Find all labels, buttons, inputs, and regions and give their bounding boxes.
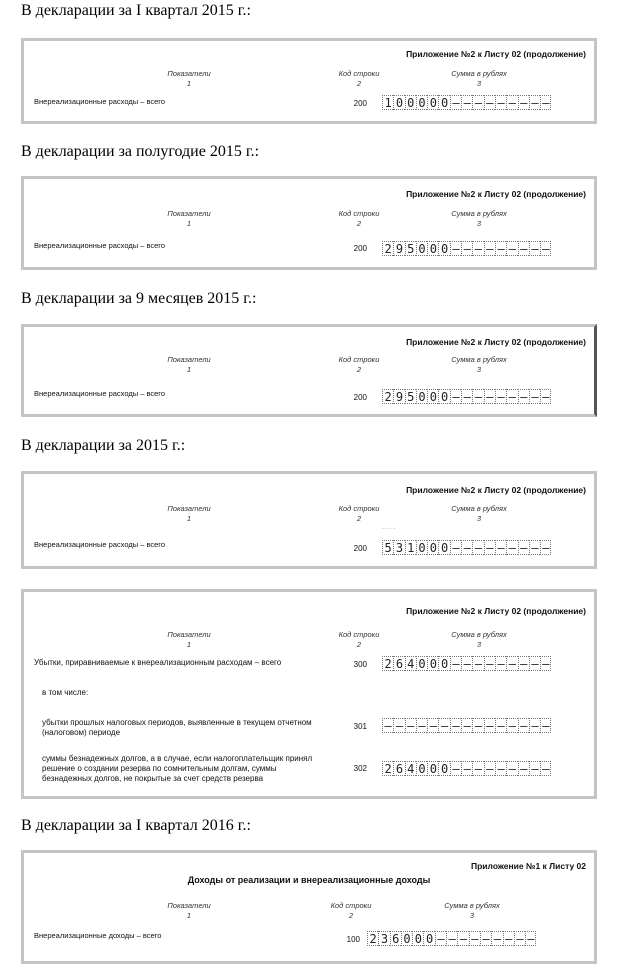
form-block-losses-2015 bbox=[21, 589, 597, 799]
amount-cell: – bbox=[472, 656, 483, 671]
amount-cell: 2 bbox=[382, 389, 393, 404]
form-subtitle: Доходы от реализации и внереализационные доходы bbox=[187, 875, 431, 885]
amount-cell: – bbox=[540, 540, 551, 555]
row-label-expenses: Внереализационные расходы – всего bbox=[34, 241, 166, 250]
amount-cell: 0 bbox=[416, 656, 427, 671]
amount-cell: 2 bbox=[382, 241, 393, 256]
amount-cell: – bbox=[506, 241, 517, 256]
amount-cell: 5 bbox=[382, 540, 393, 555]
amount-cell: 0 bbox=[438, 761, 449, 776]
column-header-line-code: Код строки 2 bbox=[338, 630, 380, 649]
amount-cell: – bbox=[529, 718, 540, 733]
amount-cell: – bbox=[469, 931, 480, 946]
line-code: 200 bbox=[353, 544, 367, 553]
amount-cells bbox=[382, 95, 551, 110]
amount-cell: – bbox=[506, 389, 517, 404]
amount-cell: – bbox=[416, 718, 427, 733]
amount-cell: – bbox=[461, 761, 472, 776]
column-header-line-code: Код строки 2 bbox=[330, 901, 372, 920]
amount-cell: – bbox=[506, 761, 517, 776]
amount-cell: 6 bbox=[390, 931, 401, 946]
amount-cell: – bbox=[506, 540, 517, 555]
amount-cell: – bbox=[529, 656, 540, 671]
amount-cell: – bbox=[484, 718, 495, 733]
amount-cell: – bbox=[518, 389, 529, 404]
amount-cell: 0 bbox=[416, 540, 427, 555]
amount-cell: 3 bbox=[378, 931, 389, 946]
line-code: 100 bbox=[346, 935, 360, 944]
heading-h1-2015: В декларации за полугодие 2015 г.: bbox=[21, 143, 260, 160]
amount-cells bbox=[382, 241, 551, 256]
form-block-9m-2015 bbox=[21, 324, 597, 417]
amount-cell: – bbox=[472, 540, 483, 555]
amount-cell: – bbox=[461, 241, 472, 256]
amount-cell: – bbox=[450, 718, 461, 733]
line-code-301: 301 bbox=[353, 722, 367, 731]
heading-q1-2015: В декларации за I квартал 2015 г.: bbox=[21, 2, 251, 19]
amount-cell: 0 bbox=[427, 761, 438, 776]
amount-cell: – bbox=[495, 761, 506, 776]
amount-cells bbox=[367, 931, 536, 946]
amount-cell: – bbox=[480, 931, 491, 946]
amount-cell: – bbox=[382, 718, 393, 733]
column-header-line-code: Код строки 2 bbox=[338, 209, 380, 228]
heading-2015: В декларации за 2015 г.: bbox=[21, 437, 186, 454]
amount-cell: 0 bbox=[438, 540, 449, 555]
amount-cell: 1 bbox=[405, 540, 416, 555]
amount-cell: – bbox=[529, 241, 540, 256]
amount-cell: 0 bbox=[438, 241, 449, 256]
column-header-indicators: Показатели 1 bbox=[167, 69, 211, 88]
amount-cell: – bbox=[518, 95, 529, 110]
amount-cell: 0 bbox=[412, 931, 423, 946]
amount-cell: 0 bbox=[416, 761, 427, 776]
amount-cell: 6 bbox=[393, 656, 404, 671]
heading-q1-2016: В декларации за I квартал 2016 г.: bbox=[21, 817, 251, 834]
column-header-amount: Сумма в рублях 3 bbox=[451, 209, 507, 228]
amount-cell: – bbox=[518, 718, 529, 733]
amount-cell: – bbox=[405, 718, 416, 733]
amount-cell: 0 bbox=[427, 656, 438, 671]
column-header-line-code: Код строки 2 bbox=[338, 355, 380, 374]
amount-cell: – bbox=[495, 718, 506, 733]
amount-cell: 0 bbox=[438, 95, 449, 110]
appendix-label: Приложение №2 к Листу 02 (продолжение) bbox=[406, 485, 586, 495]
amount-cells-301 bbox=[382, 718, 551, 733]
column-header-indicators: Показатели 1 bbox=[167, 355, 211, 374]
column-header-indicators: Показатели 1 bbox=[167, 504, 211, 523]
amount-cell: 5 bbox=[405, 241, 416, 256]
amount-cell: – bbox=[450, 656, 461, 671]
amount-cell: – bbox=[484, 656, 495, 671]
column-header-indicators: Показатели 1 bbox=[167, 901, 211, 920]
amount-cell: 0 bbox=[416, 389, 427, 404]
amount-cell: 0 bbox=[416, 241, 427, 256]
amount-cell: – bbox=[540, 656, 551, 671]
amount-cell: 0 bbox=[438, 389, 449, 404]
row-label-income: Внереализационные доходы – всего bbox=[34, 931, 162, 940]
amount-cell: 2 bbox=[382, 656, 393, 671]
amount-cell: 0 bbox=[427, 540, 438, 555]
form-block-q1-2015 bbox=[21, 38, 597, 124]
amount-cell: – bbox=[472, 95, 483, 110]
line-code: 200 bbox=[353, 99, 367, 108]
amount-cell: – bbox=[506, 95, 517, 110]
amount-cell: – bbox=[393, 718, 404, 733]
amount-cell: 0 bbox=[405, 95, 416, 110]
amount-cell: – bbox=[540, 95, 551, 110]
form-block-h1-2015 bbox=[21, 176, 597, 270]
amount-cells-300 bbox=[382, 656, 551, 671]
amount-cell: – bbox=[529, 540, 540, 555]
amount-cells bbox=[382, 389, 551, 404]
amount-cell: 3 bbox=[393, 540, 404, 555]
amount-cell: – bbox=[518, 761, 529, 776]
line-code-302: 302 bbox=[353, 764, 367, 773]
amount-cell: – bbox=[518, 241, 529, 256]
amount-cell: 0 bbox=[427, 241, 438, 256]
amount-cell: – bbox=[450, 389, 461, 404]
amount-cell: 2 bbox=[367, 931, 378, 946]
amount-cell: – bbox=[438, 718, 449, 733]
row-label-including: в том числе: bbox=[42, 688, 89, 697]
amount-cell: – bbox=[495, 95, 506, 110]
amount-cell: – bbox=[495, 540, 506, 555]
amount-cell: – bbox=[457, 931, 468, 946]
column-header-line-code: Код строки 2 bbox=[338, 504, 380, 523]
amount-cell: – bbox=[461, 95, 472, 110]
amount-cell: 0 bbox=[416, 95, 427, 110]
amount-cell: – bbox=[529, 389, 540, 404]
column-header-amount: Сумма в рублях 3 bbox=[444, 901, 500, 920]
amount-cell: – bbox=[446, 931, 457, 946]
form-block-2015 bbox=[21, 471, 597, 569]
line-code: 200 bbox=[353, 244, 367, 253]
amount-cell: 4 bbox=[405, 761, 416, 776]
amount-cell: – bbox=[540, 718, 551, 733]
amount-cell: – bbox=[529, 95, 540, 110]
amount-cell: – bbox=[491, 931, 502, 946]
amount-cell: – bbox=[461, 718, 472, 733]
column-header-indicators: Показатели 1 bbox=[167, 209, 211, 228]
amount-cell: – bbox=[506, 656, 517, 671]
line-code: 200 bbox=[353, 393, 367, 402]
amount-cell: 9 bbox=[393, 389, 404, 404]
amount-cell: – bbox=[506, 718, 517, 733]
appendix-label: Приложение №2 к Листу 02 (продолжение) bbox=[406, 49, 586, 59]
amount-cell: – bbox=[529, 761, 540, 776]
amount-cell: 0 bbox=[427, 95, 438, 110]
amount-cells bbox=[382, 540, 551, 555]
dotted-mark: ..... bbox=[382, 524, 397, 531]
form-block-q1-2016 bbox=[21, 850, 597, 964]
amount-cells-302 bbox=[382, 761, 551, 776]
amount-cell: – bbox=[495, 389, 506, 404]
amount-cell: – bbox=[540, 241, 551, 256]
appendix-label: Приложение №1 к Листу 02 bbox=[471, 861, 586, 871]
amount-cell: 0 bbox=[438, 656, 449, 671]
amount-cell: 0 bbox=[427, 389, 438, 404]
appendix-label: Приложение №2 к Листу 02 (продолжение) bbox=[406, 606, 586, 616]
amount-cell: – bbox=[427, 718, 438, 733]
amount-cell: – bbox=[495, 241, 506, 256]
amount-cell: – bbox=[450, 95, 461, 110]
row-label-past-losses: убытки прошлых налоговых периодов, выявленные в текущем отчетном (налоговом) периоде bbox=[42, 718, 312, 737]
amount-cell: – bbox=[484, 389, 495, 404]
amount-cell: – bbox=[472, 718, 483, 733]
amount-cell: – bbox=[484, 241, 495, 256]
amount-cell: – bbox=[484, 761, 495, 776]
amount-cell: – bbox=[450, 241, 461, 256]
amount-cell: – bbox=[484, 540, 495, 555]
row-label-expenses: Внереализационные расходы – всего bbox=[34, 97, 166, 106]
amount-cell: 1 bbox=[382, 95, 393, 110]
amount-cell: – bbox=[435, 931, 446, 946]
amount-cell: – bbox=[495, 656, 506, 671]
row-label-expenses: Внереализационные расходы – всего bbox=[34, 389, 166, 398]
amount-cell: – bbox=[514, 931, 525, 946]
amount-cell: 6 bbox=[393, 761, 404, 776]
amount-cell: – bbox=[472, 389, 483, 404]
amount-cell: – bbox=[540, 761, 551, 776]
column-header-amount: Сумма в рублях 3 bbox=[451, 504, 507, 523]
amount-cell: – bbox=[461, 389, 472, 404]
line-code-300: 300 bbox=[353, 660, 367, 669]
amount-cell: 9 bbox=[393, 241, 404, 256]
amount-cell: – bbox=[472, 761, 483, 776]
row-label-expenses: Внереализационные расходы – всего bbox=[34, 540, 166, 549]
amount-cell: 4 bbox=[405, 656, 416, 671]
amount-cell: – bbox=[503, 931, 514, 946]
amount-cell: – bbox=[484, 95, 495, 110]
amount-cell: 5 bbox=[405, 389, 416, 404]
column-header-amount: Сумма в рублях 3 bbox=[451, 355, 507, 374]
heading-9m-2015: В декларации за 9 месяцев 2015 г.: bbox=[21, 290, 257, 307]
amount-cell: 0 bbox=[423, 931, 434, 946]
amount-cell: 2 bbox=[382, 761, 393, 776]
row-label-losses-total: Убытки, приравниваемые к внереализационным расходам – всего bbox=[34, 658, 282, 667]
amount-cell: – bbox=[540, 389, 551, 404]
column-header-amount: Сумма в рублях 3 bbox=[451, 630, 507, 649]
column-header-amount: Сумма в рублях 3 bbox=[451, 69, 507, 88]
amount-cell: 0 bbox=[401, 931, 412, 946]
amount-cell: – bbox=[450, 540, 461, 555]
amount-cell: – bbox=[461, 540, 472, 555]
amount-cell: – bbox=[461, 656, 472, 671]
amount-cell: – bbox=[525, 931, 536, 946]
amount-cell: – bbox=[518, 540, 529, 555]
column-header-indicators: Показатели 1 bbox=[167, 630, 211, 649]
column-header-line-code: Код строки 2 bbox=[338, 69, 380, 88]
row-label-bad-debts: суммы безнадежных долгов, а в случае, если налогоплательщик принял решение о создании резерва по сомнительным долгам, суммы безнадежных долгов, не покрытые за счет средств резерва bbox=[42, 754, 313, 783]
amount-cell: – bbox=[518, 656, 529, 671]
amount-cell: – bbox=[472, 241, 483, 256]
appendix-label: Приложение №2 к Листу 02 (продолжение) bbox=[406, 189, 586, 199]
appendix-label: Приложение №2 к Листу 02 (продолжение) bbox=[406, 337, 586, 347]
amount-cell: – bbox=[450, 761, 461, 776]
amount-cell: 0 bbox=[393, 95, 404, 110]
